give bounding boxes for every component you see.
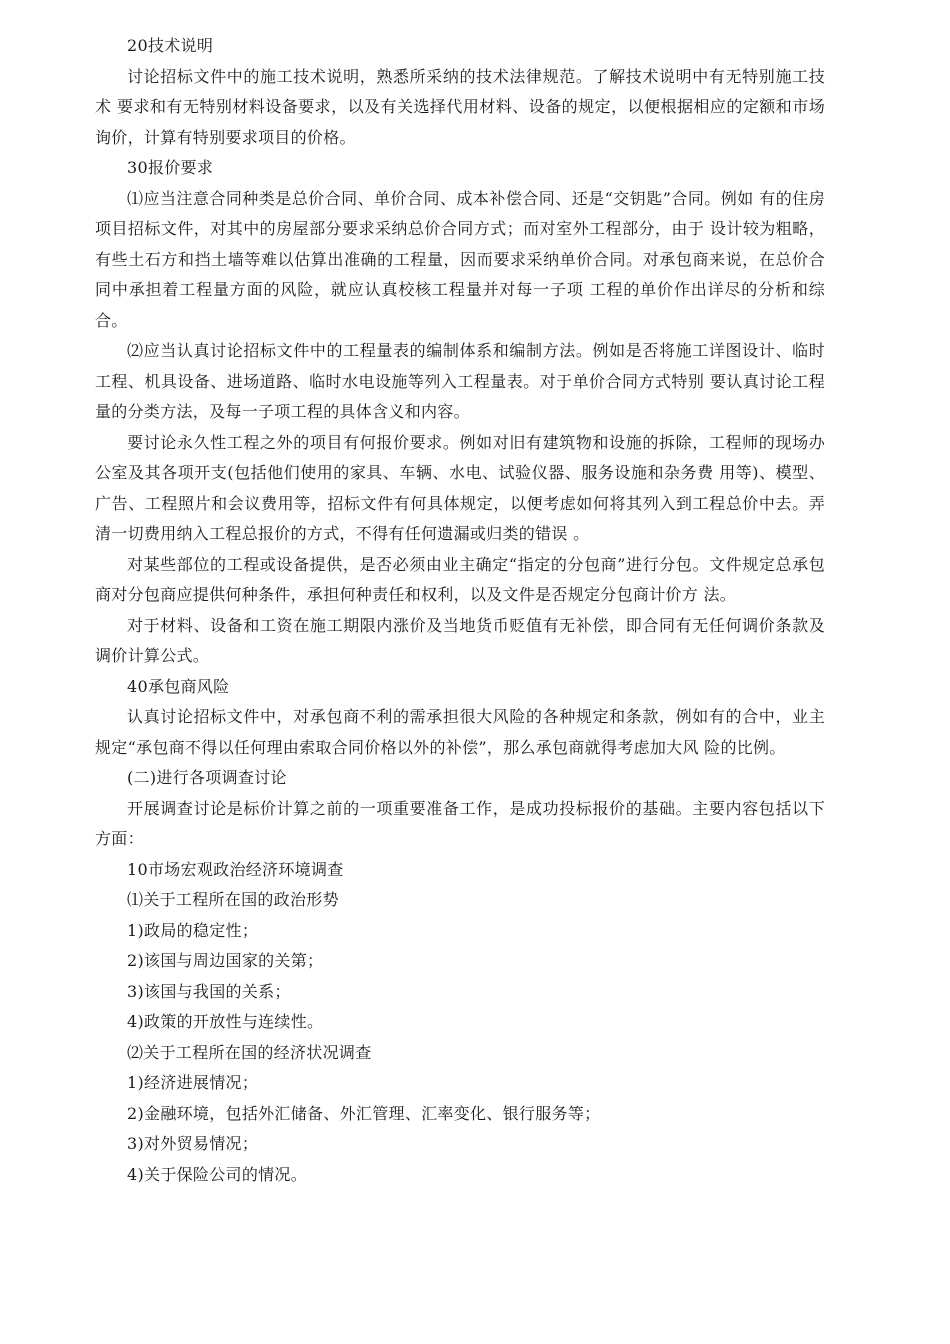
paragraph: 讨论招标文件中的施工技术说明，熟悉所采纳的技术法律规范。了解技术说明中有无特别施工技术 要求和有无特别材料设备要求，以及有关选择代用材料、设备的规定，以便根据相应的定额和市场询价，计算有特别要求项目的价格。 (95, 66, 825, 147)
sub-heading: ⑴关于工程所在国的政治形势 (127, 890, 339, 909)
section-heading: 30报价要求 (127, 158, 214, 177)
paragraph: ⑴应当注意合同种类是总价合同、单价合同、成本补偿合同、还是“交钥匙”合同。例如 有的住房项目招标文件，对其中的房屋部分要求采纳总价合同方式；而对室外工程部分，由于 设计较为粗略，有些土石方和挡土墙等难以估算出准确的工程量，因而要求采纳单价合同。对承包商来说，在总价合同中承担着工程量方面的风险，就应认真校核工程量并对每一子项 工程的单价作出详尽的分析和综合。 (95, 188, 825, 330)
paragraph: 认真讨论招标文件中，对承包商不利的需承担很大风险的各种规定和条款，例如有的合中，业主规定“承包商不得以任何理由索取合同价格以外的补偿”，那么承包商就得考虑加大风 险的比例。 (95, 707, 825, 757)
paragraph: 开展调查讨论是标价计算之前的一项重要准备工作，是成功投标报价的基础。主要内容包括以下方面： (95, 798, 825, 848)
paragraph: ⑵应当认真讨论招标文件中的工程量表的编制体系和编制方法。例如是否将施工详图设计、临时工程、机具设备、进场道路、临时水电设施等列入工程量表。对于单价合同方式特别 要认真讨论工程量的分类方法，及每一子项工程的具体含义和内容。 (95, 341, 825, 421)
section-heading: 20技术说明 (127, 36, 214, 55)
section-heading: 10市场宏观政治经济环境调查 (127, 859, 344, 879)
paragraph: 要讨论永久性工程之外的项目有何报价要求。例如对旧有建筑物和设施的拆除，工程师的现场办公室及其各项开支(包括他们使用的家具、车辆、水电、试验仪器、服务设施和杂务费 用等)、模型、广告、工程照片和会议费用等，招标文件有何具体规定，以便考虑如何将其列入到工程总价中去。弄清一切费用纳入工程总报价的方式，不得有任何遗漏或归类的错误 。 (95, 432, 825, 543)
list-item: 4)关于保险公司的情况。 (127, 1164, 308, 1184)
list-item: 4)政策的开放性与连续性。 (127, 1012, 324, 1031)
list-item: 2)金融环境，包括外汇储备、外汇管理、汇率变化、银行服务等； (127, 1103, 601, 1123)
sub-heading: ⑵关于工程所在国的经济状况调查 (127, 1042, 372, 1062)
section-heading: (二)进行各项调查讨论 (127, 768, 287, 787)
list-item: 3)该国与我国的关系； (127, 981, 291, 1001)
document-page (95, 31, 825, 1190)
section-heading: 40承包商风险 (127, 676, 230, 696)
list-item: 1)政局的稳定性； (127, 920, 259, 940)
list-item: 2)该国与周边国家的关第； (127, 951, 324, 970)
paragraph: 对于材料、设备和工资在施工期限内涨价及当地货币贬值有无补偿，即合同有无任何调价条款及调价计算公式。 (95, 615, 825, 665)
paragraph: 对某些部位的工程或设备提供，是否必须由业主确定“指定的分包商”进行分包。文件规定总承包商对分包商应提供何种条件，承担何种责任和权利，以及文件是否规定分包商计价方 法。 (95, 554, 825, 604)
list-item: 3)对外贸易情况； (127, 1134, 259, 1153)
list-item: 1)经济进展情况； (127, 1073, 259, 1092)
